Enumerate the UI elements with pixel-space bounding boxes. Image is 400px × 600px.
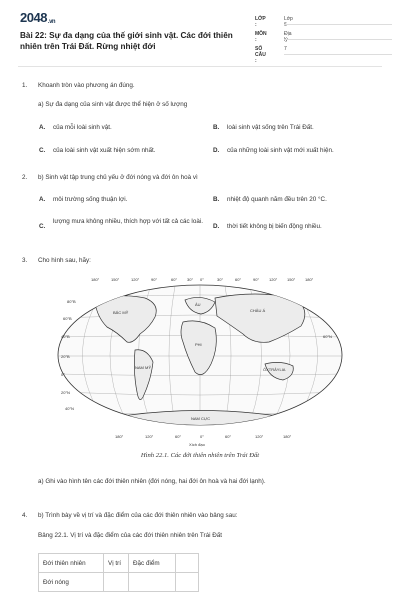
lon-tick: 90° (151, 277, 158, 282)
meta-label: LỚP : (255, 16, 266, 28)
option-letter[interactable]: B. (213, 196, 220, 203)
place-label: NAM CỰC (191, 416, 211, 421)
place-label: ÔXTRÂYLIA (263, 367, 286, 372)
lon-tick: 180° (115, 434, 124, 439)
option-text[interactable]: lượng mưa không nhiều, thích hợp với tất cả các loài. (53, 218, 203, 225)
question-subtext: a) Ghi vào hình tên các đới thiên nhiên (đới nóng, hai đới ôn hoà và hai đới lạnh). (38, 478, 266, 485)
place-label: PHI (195, 342, 202, 347)
table-header-cell: Vị trí (104, 554, 129, 573)
lon-tick: 150° (287, 277, 296, 282)
map-scale-label: Xích đạo (189, 442, 205, 447)
place-label: BẮC MỸ (113, 310, 129, 315)
lesson-title: Bài 22: Sự đa dạng của thế giới sinh vật. Các đới thiên nhiên trên Trái Đất. Rừng nhiệt đới (20, 31, 233, 51)
question-number: 3. (22, 257, 28, 264)
table-row (39, 573, 199, 592)
logo-tld: .vn (47, 19, 56, 25)
table-cell[interactable] (129, 573, 176, 592)
option-text[interactable]: của loài sinh vật xuất hiện sớm nhất. (53, 147, 156, 154)
question-number: 1. (22, 82, 28, 89)
lon-tick: 180° (305, 277, 314, 282)
option-text[interactable]: môi trường sống thuận lợi. (53, 196, 128, 203)
lon-tick: 60° (171, 277, 178, 282)
option-text[interactable]: của những loài sinh vật mới xuất hiện. (227, 147, 334, 154)
lon-tick: 120° (131, 277, 140, 282)
lon-tick: 180° (283, 434, 292, 439)
lat-label: 40°B (61, 334, 70, 339)
question-text: b) Trình bày về vị trí và đặc điểm của các đới thiên nhiên vào bảng sau: (38, 512, 238, 519)
meta-value: 7 (284, 46, 287, 52)
question-number: 2. (22, 174, 28, 181)
lat-label: 80°B (67, 299, 76, 304)
world-zones-map (55, 272, 345, 450)
option-text[interactable]: của mỗi loài sinh vật. (53, 124, 112, 131)
meta-value: Địa lý (284, 31, 292, 43)
table-header-cell: Đặc điểm (129, 554, 176, 573)
option-text[interactable]: nhiệt độ quanh năm đều trên 20 °C. (227, 196, 327, 203)
table-header-cell (176, 554, 199, 573)
lat-label: 20°N (61, 390, 70, 395)
option-letter[interactable]: C. (39, 223, 46, 230)
option-letter[interactable]: A. (39, 124, 46, 131)
option-text[interactable]: thời tiết không bị biến động nhiều. (227, 223, 322, 230)
lat-label: 40°N (65, 406, 74, 411)
question-text: Cho hình sau, hãy: (38, 257, 91, 264)
table-cell[interactable] (176, 573, 199, 592)
zones-table (38, 553, 199, 592)
table-header-cell: Đới thiên nhiên (39, 554, 104, 573)
option-text[interactable]: loài sinh vật sống trên Trái Đất. (227, 124, 314, 131)
lon-tick: 30° (217, 277, 224, 282)
lon-tick: 150° (111, 277, 120, 282)
logo-text: 2048 (20, 10, 47, 25)
lon-tick: 90° (253, 277, 260, 282)
table-header-row (39, 554, 199, 573)
question-number: 4. (22, 512, 28, 519)
option-letter[interactable]: A. (39, 196, 46, 203)
question-text: b) Sinh vật tập trung chủ yếu ở đới nóng và đới ôn hoà vì (38, 174, 198, 181)
lon-tick: 0° (200, 434, 204, 439)
option-letter[interactable]: D. (213, 223, 220, 230)
option-letter[interactable]: D. (213, 147, 220, 154)
lon-tick: 60° (175, 434, 182, 439)
lon-tick: 30° (187, 277, 194, 282)
option-letter[interactable]: B. (213, 124, 220, 131)
meta-underline (284, 39, 392, 40)
place-label: NAM MỸ (135, 365, 151, 370)
place-label: ÂU (195, 302, 201, 307)
option-letter[interactable]: C. (39, 147, 46, 154)
meta-label: MÔN : (255, 31, 267, 43)
lon-tick: 120° (255, 434, 264, 439)
header-divider (18, 66, 382, 67)
table-cell[interactable]: Đới nóng (39, 573, 104, 592)
meta-value: Lớp 6 (284, 16, 293, 28)
table-cell[interactable] (104, 573, 129, 592)
lon-tick: 120° (269, 277, 278, 282)
meta-underline (284, 54, 392, 55)
lon-tick: 60° (235, 277, 242, 282)
lon-tick: 60° (225, 434, 232, 439)
lat-label: 60°N (323, 334, 332, 339)
lat-label: 0° (61, 372, 65, 377)
lat-label: 20°B (61, 354, 70, 359)
site-logo[interactable] (20, 10, 55, 25)
question-subtext: a) Sự đa dạng của sinh vật được thể hiện ở số lượng (38, 101, 188, 108)
lon-tick: 0° (200, 277, 204, 282)
meta-underline (284, 24, 392, 25)
lat-label: 60°B (63, 316, 72, 321)
lon-tick: 180° (91, 277, 100, 282)
place-label: CHÂU Á (250, 308, 266, 313)
lon-tick: 120° (145, 434, 154, 439)
map-caption: Hình 22.1. Các đới thiên nhiên trên Trái Đất (140, 452, 260, 459)
question-text: Khoanh tròn vào phương án đúng. (38, 82, 135, 89)
table-caption: Bảng 22.1. Vị trí và đặc điểm của các đới thiên nhiên trên Trái Đất (38, 532, 223, 539)
meta-label: SỐ CÂU : (255, 46, 266, 64)
